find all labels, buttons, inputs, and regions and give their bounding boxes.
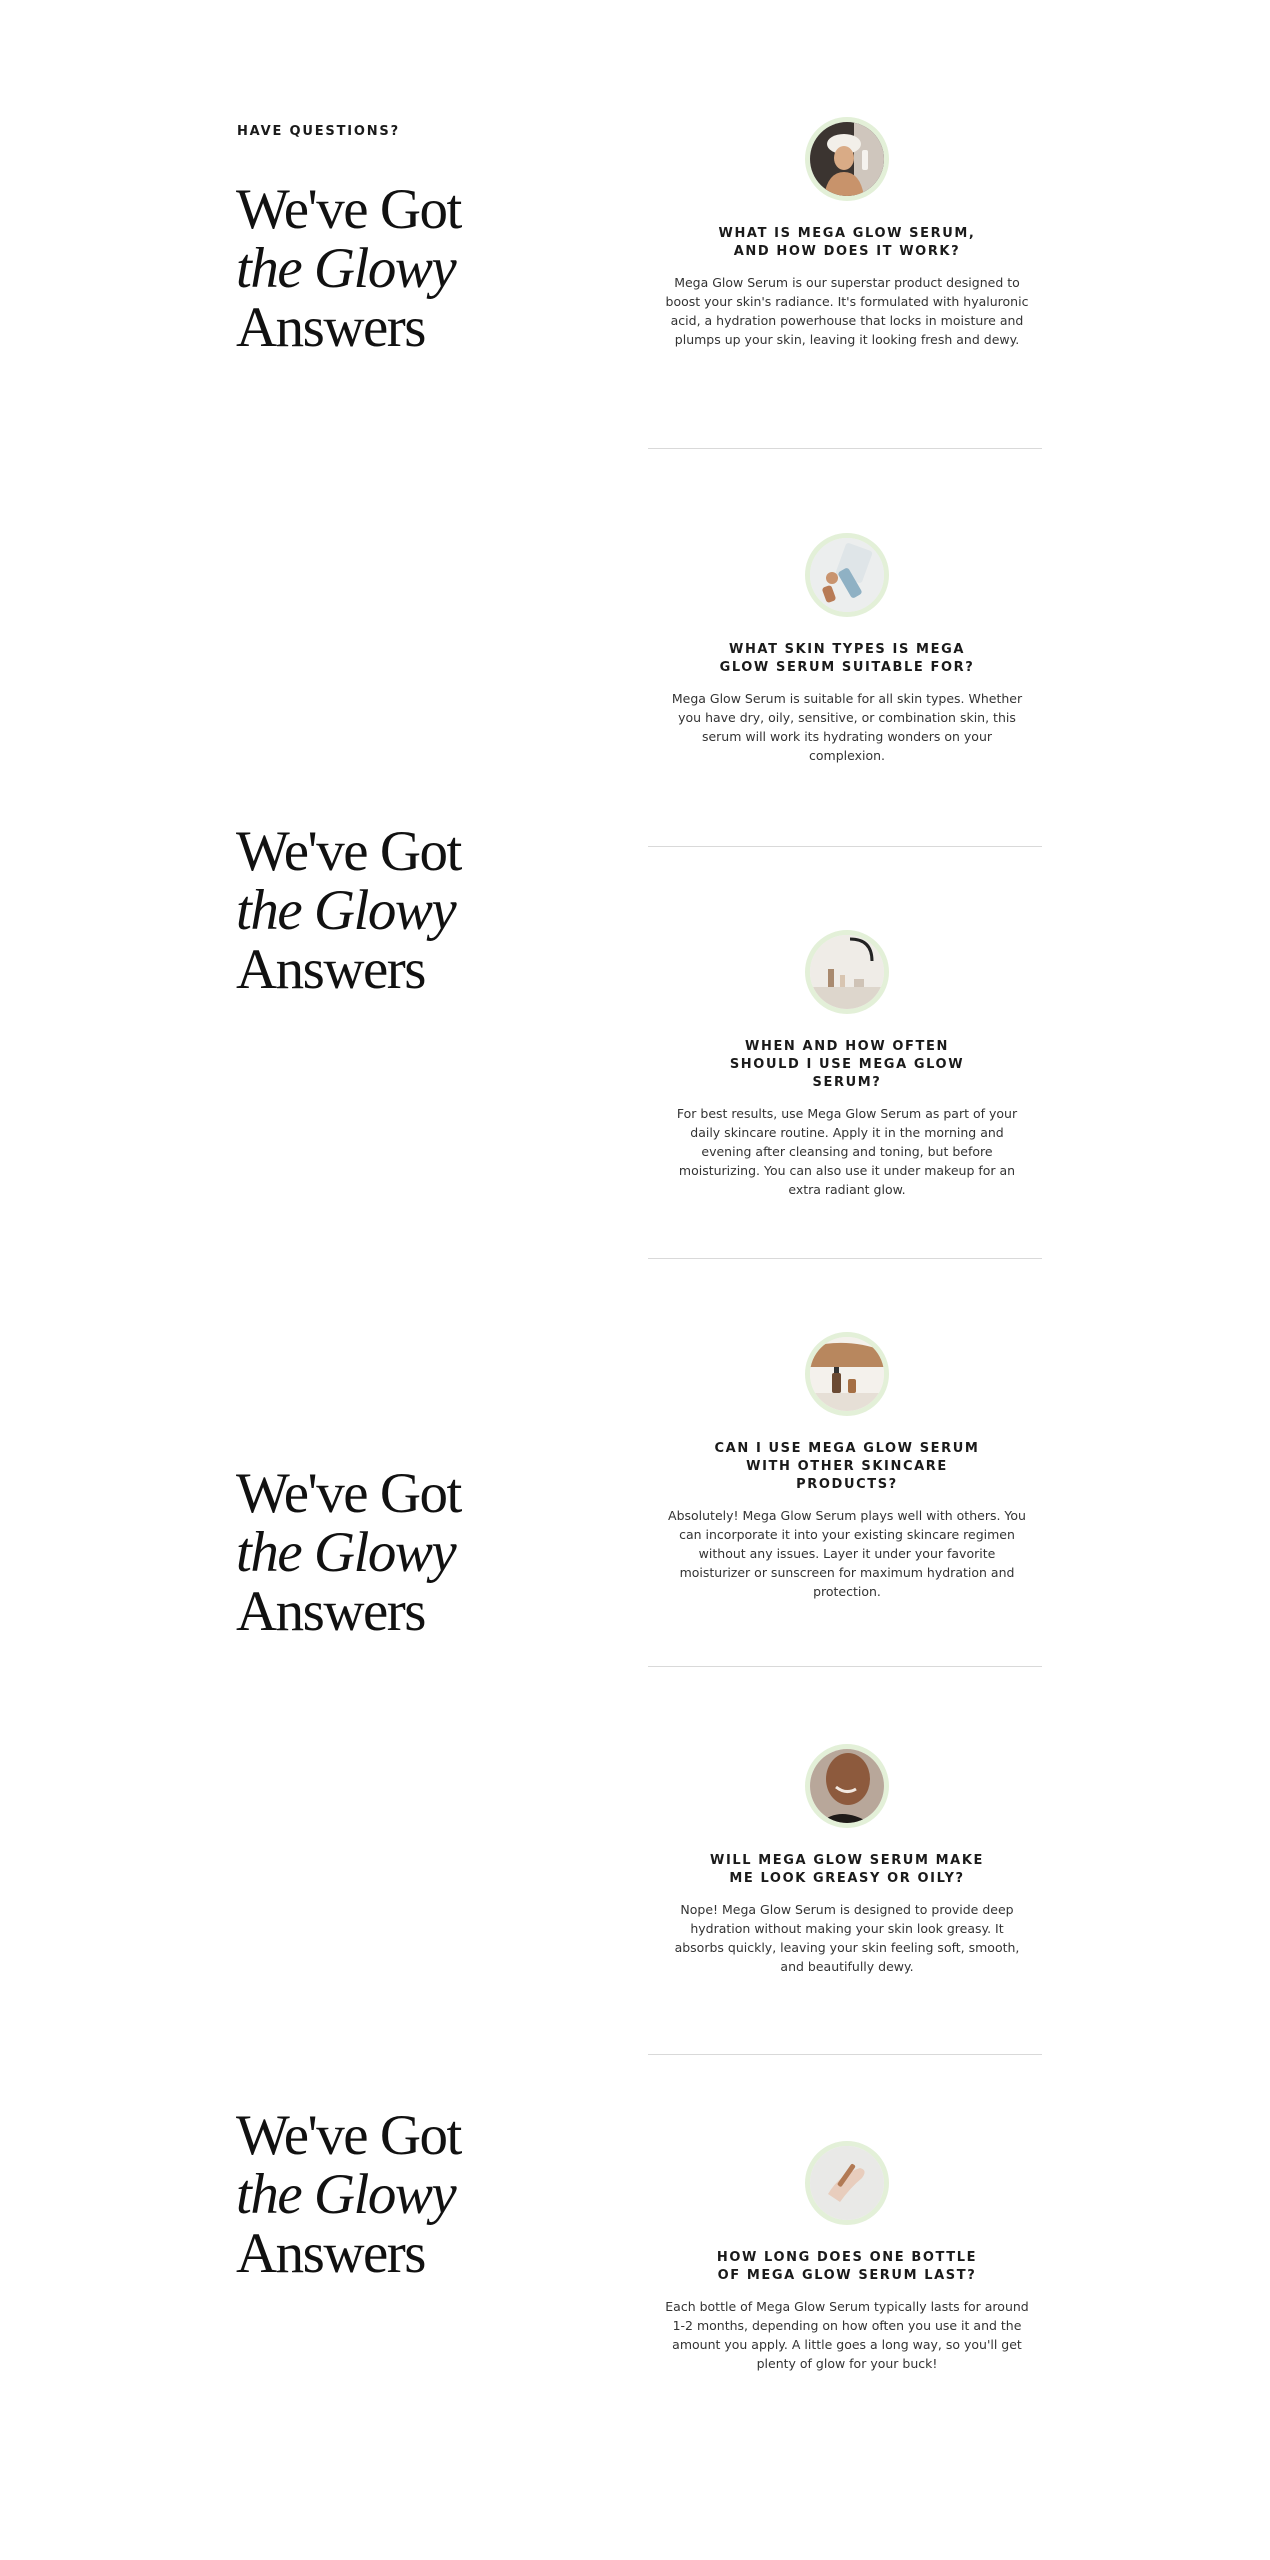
faq-item	[650, 117, 1044, 349]
faq-item	[650, 930, 1044, 1199]
headline-line-1: We've Got	[236, 178, 461, 241]
faq-divider	[648, 448, 1042, 449]
section-eyebrow: HAVE QUESTIONS?	[237, 124, 400, 139]
headline-line-3: Answers	[236, 296, 425, 359]
serum-bottles-on-shelf-photo	[805, 1332, 889, 1416]
faq-question: WHAT SKIN TYPES IS MEGA GLOW SERUM SUITABLE FOR?	[719, 642, 975, 675]
faq-question: WILL MEGA GLOW SERUM MAKE ME LOOK GREASY OR OILY?	[710, 1853, 984, 1886]
headline-line-3: Answers	[236, 2222, 425, 2285]
faq-answer: For best results, use Mega Glow Serum as part of your daily skincare routine. Apply it in the morning and evening after cleansing and toning, but before moisturizing. You can also use it under makeup for an extra radiant glow.	[676, 1106, 1018, 1197]
smiling-woman-profile-photo	[805, 1744, 889, 1828]
headline-line-2: the Glowy	[236, 1521, 456, 1584]
faq-question: CAN I USE MEGA GLOW SERUM WITH OTHER SKINCARE PRODUCTS?	[714, 1441, 980, 1492]
headline-line-1: We've Got	[236, 820, 461, 883]
faq-question: WHAT IS MEGA GLOW SERUM, AND HOW DOES IT WORK?	[718, 226, 976, 259]
faq-divider	[648, 846, 1042, 847]
skincare-products-flatlay-photo	[805, 533, 889, 617]
faq-answer: Absolutely! Mega Glow Serum plays well with others. You can incorporate it into your existing skincare regimen without any issues. Layer it under your favorite moisturizer or sunscreen for maximum hydration and protection.	[668, 1508, 1026, 1599]
faq-item	[650, 533, 1044, 765]
hand-with-dropper-photo	[805, 2141, 889, 2225]
faq-item	[650, 1332, 1044, 1601]
faq-answer: Each bottle of Mega Glow Serum typically lasts for around 1-2 months, depending on how often you use it and the amount you apply. A little goes a long way, so you'll get plenty of glow for your buck!	[665, 2299, 1029, 2371]
section-headline-repeat	[236, 2106, 566, 2283]
faq-item	[650, 1744, 1044, 1976]
faq-divider	[648, 2054, 1042, 2055]
headline-line-2: the Glowy	[236, 237, 456, 300]
faq-item	[650, 2141, 1044, 2373]
headline-line-3: Answers	[236, 938, 425, 1001]
section-headline	[236, 180, 566, 357]
faq-answer: Nope! Mega Glow Serum is designed to provide deep hydration without making your skin look greasy. It absorbs quickly, leaving your skin feeling soft, smooth, and beautifully dewy.	[674, 1902, 1020, 1974]
headline-line-3: Answers	[236, 1580, 425, 1643]
headline-line-2: the Glowy	[236, 879, 456, 942]
faq-divider	[648, 1258, 1042, 1259]
bathroom-vanity-photo	[805, 930, 889, 1014]
faq-answer: Mega Glow Serum is our superstar product designed to boost your skin's radiance. It's formulated with hyaluronic acid, a hydration powerhouse that locks in moisture and plumps up your skin, leaving it looking fresh and dewy.	[665, 275, 1029, 347]
woman-with-towel-photo	[805, 117, 889, 201]
headline-line-2: the Glowy	[236, 2163, 456, 2226]
headline-line-1: We've Got	[236, 2104, 461, 2167]
faq-question: HOW LONG DOES ONE BOTTLE OF MEGA GLOW SERUM LAST?	[716, 2250, 978, 2283]
faq-divider	[648, 1666, 1042, 1667]
section-headline-repeat	[236, 822, 566, 999]
faq-question: WHEN AND HOW OFTEN SHOULD I USE MEGA GLOW SERUM?	[729, 1039, 965, 1090]
headline-line-1: We've Got	[236, 1462, 461, 1525]
faq-answer: Mega Glow Serum is suitable for all skin types. Whether you have dry, oily, sensitive, or combination skin, this serum will work its hydrating wonders on your complexion.	[671, 691, 1023, 763]
section-headline-repeat	[236, 1464, 566, 1641]
